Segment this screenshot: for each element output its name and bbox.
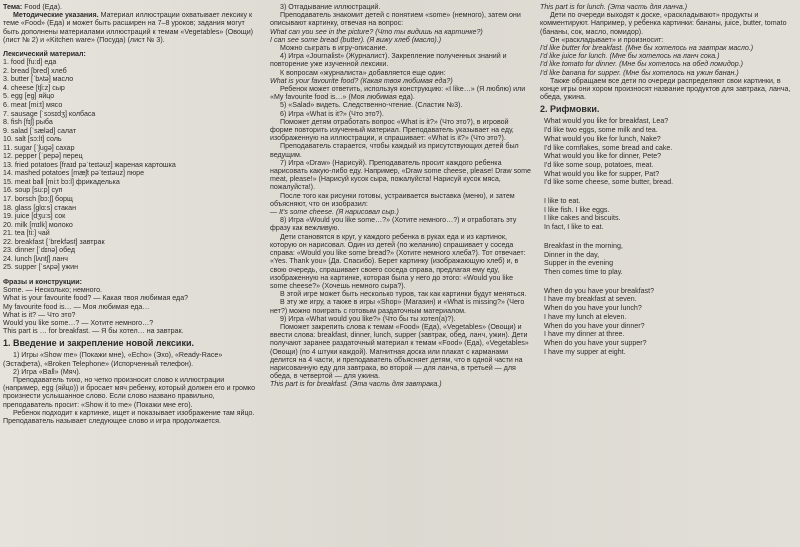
rhyme-3 xyxy=(544,242,797,277)
vocab-item: 13. fried potatoes [fraɪd pəˈteɪtəuz] жареная картошка xyxy=(3,160,176,169)
paragraph: This part is for lunch. (Эта часть для ланча.) xyxy=(540,3,688,11)
paragraph: Также обращаем все дети по очереди распределяют свои картинки, в конце игры они хором произносят название продуктов для завтрака, ланча, обеда, ужина. xyxy=(540,76,791,102)
rhyme-line: Then comes time to play. xyxy=(544,267,623,276)
rhyme-line: I'd like cornflakes, some bread and cake. xyxy=(544,143,673,152)
paragraph: В эту же игру, а также в игры «Shop» (Магазин) и «What is missing?» (Чего нет?) можно поиграть с готовым раздаточным материалом. xyxy=(270,298,525,315)
paragraph: 9) Игра «What would you like?» (Что бы ты хотел(а)?). xyxy=(280,314,456,323)
vocab-item: 20. milk [mɪlk] молоко xyxy=(3,220,73,229)
paragraph: — It's some cheese. (Я нарисовал сыр.) xyxy=(270,208,399,217)
rhyme-line: I'd like two eggs, some milk and tea. xyxy=(544,126,658,135)
vocab-heading: Лексический материал: xyxy=(3,50,86,59)
paragraph: Ребенок может ответить, используя конструкцию: «I like…» (Я люблю) или «My favourite food is…» (Моя любимая еда). xyxy=(270,85,526,102)
rhyme-line: Supper in the evening xyxy=(544,259,614,268)
paragraph: В этой игре может быть несколько туров, так как картинки будут меняться. xyxy=(280,290,527,299)
vocab-item: 14. mashed potatoes [mæʃt pəˈteɪtəuz] пюре xyxy=(3,169,145,178)
paragraph: Преподаватель старается, чтобы каждый из присутствующих детей был ведущим. xyxy=(270,142,519,159)
paragraph: 4) Игра «Journalist» (Журналист). Закрепление полученных знаний и повторение уже изученной лексики. xyxy=(270,52,507,69)
paragraph: I can see some bread (butter). (Я вижу хлеб (масло).) xyxy=(270,35,442,44)
phrase-line: What is it? — Что это? xyxy=(3,310,76,319)
rhyme-line: I'd like some soup, potatoes, meat. xyxy=(544,160,654,169)
paragraph: Дети по очереди выходят к доске, «раскладывают» продукты и комментируют. Например, у ребенка картинки: бананы, juice, butter, tomato (бананы, сок, масло, помидор). xyxy=(540,11,787,36)
rhyme-line: Dinner in the day, xyxy=(544,250,600,259)
rhyme-line: Breakfast in the morning, xyxy=(544,241,623,250)
paragraph: 7) Игра «Draw» (Нарисуй). Преподаватель просит каждого ребенка нарисовать какую-либо еду. Например, «Draw some cheese, please! Draw some meat, please!» (Нарисуй кусок сыра, пожалуйста! Нарисуй кусок мяса, пожалуйста!). xyxy=(270,158,531,192)
method-paragraph xyxy=(3,11,261,44)
method-label: Методические указания. xyxy=(13,11,99,20)
vocab-item: 12. pepper [ˈpepə] перец xyxy=(3,152,83,161)
vocab-item: 7. sausage [ˈsɔsɪdʒ] колбаса xyxy=(3,109,96,118)
column-left xyxy=(3,3,261,425)
phrase-line: My favourite food is… — Моя любимая еда… xyxy=(3,302,150,311)
vocab-item: 11. sugar [ˈʃugə] сахар xyxy=(3,143,75,152)
paragraph: 8) Игра «Would you like some…?» (Хотите немного…?) и отработать эту фразу как вежливую. xyxy=(270,216,517,233)
phrase-line: What is your favourite food? — Какая твоя любимая еда? xyxy=(3,294,189,303)
section-1-heading: 1. Введение и закрепление новой лексики. xyxy=(3,338,194,349)
paragraph: 3) Отгадывание иллюстраций. xyxy=(280,3,381,11)
paragraph: Поможет закрепить слова к темам «Food» (Еда), «Vegetables» (Овощи) и ввести слова: breakfast, dinner, lunch, supper (завтрак, обед, ланч, ужин). Дети получают заранее раздаточный материал к темам «Food» (Еда), «Vegetables» (Овощи) (по 4 штуки каждой). Магнитная доска или плакат с карманами делится на 4 части, и преподаватель объясняет детям, что в одной части на нарисованную еду для завтрака, во второй — для ланча, в третьей — для обеда, в четвертой — для ужина. xyxy=(270,322,529,381)
rhyme-line: In fact, I like to eat. xyxy=(544,223,604,232)
vocab-item: 6. meat [mi:t] мясо xyxy=(3,100,63,109)
paragraph: Можно сыграть в игру-описание. xyxy=(280,44,388,53)
paragraph: Преподаватель тихо, но четко произносит слово к иллюстрации (например, egg (яйцо)) и бросает мяч ребенку, который должен его и громко произнести услышанное слово. Если слово названо правильно, преподаватель просит: «Show it to me» (Покажи мне его). xyxy=(3,375,256,409)
vocab-item: 8. fish [fɪʃ] рыба xyxy=(3,118,53,127)
phrases-heading: Фразы и конструкции: xyxy=(3,277,82,286)
paragraph: 6) Игра «What is it?» (Что это?). xyxy=(280,109,384,118)
vocab-item: 10. salt [sɔ:lt] соль xyxy=(3,135,62,144)
paragraph: What can you see in the picture? (Что ты видишь на картинке?) xyxy=(270,27,483,36)
paragraph: What is your favourite food? (Какая твоя любимая еда?) xyxy=(270,76,453,85)
vocab-item: 3. butter [ˈbʌtə] масло xyxy=(3,75,74,84)
vocab-item: 5. egg [eg] яйцо xyxy=(3,92,55,101)
vocab-item: 24. lunch [lʌntʃ] ланч xyxy=(3,254,68,263)
paragraph: Поможет детям отработать вопрос «What is it?» (Что это?), в игровой форме повторить изученный материал. Преподаватель указывает на еду, изображенную на иллюстрации, и спрашивает: «What is it?» (Что это?). xyxy=(270,117,514,143)
vocab-item: 22. breakfast [ˈbrekfəst] завтрак xyxy=(3,237,105,246)
paragraph: К вопросам «журналиста» добавляется еще один: xyxy=(280,68,446,77)
paragraph: Он «раскладывает» и произносит: xyxy=(550,35,664,44)
topic-label: Тема: xyxy=(3,3,23,11)
rhyme-line: What would you like for supper, Pat? xyxy=(544,169,660,178)
rhyme-line: What would you like for dinner, Pete? xyxy=(544,152,662,161)
section-2-heading: 2. Рифмовки. xyxy=(540,104,600,115)
phrase-line: Would you like some…? — Хотите немного…? xyxy=(3,318,154,327)
paragraph: This part is for breakfast. (Эта часть для завтрака.) xyxy=(270,380,442,389)
column-right xyxy=(540,3,797,356)
paragraph: Ребенок подходит к картинке, ищет и показывает изображение там яйцо. Преподаватель называет следующее слово и игра продолжается. xyxy=(3,408,255,425)
vocab-item: 21. tea [ti:] чай xyxy=(3,229,50,238)
vocab-item: 19. juice [dʒu:s] сок xyxy=(3,212,66,221)
topic-value: Food (Еда). xyxy=(24,3,62,11)
vocab-item: 16. soup [su:p] суп xyxy=(3,186,63,195)
rhyme-1 xyxy=(544,117,797,187)
vocab-item: 1. food [fu:d] еда xyxy=(3,58,57,67)
rhyme-line: I have my dinner at three. xyxy=(544,330,625,339)
rhyme-line: I like to eat. xyxy=(544,197,581,206)
vocab-item: 9. salad [ˈsæləd] салат xyxy=(3,126,77,135)
rhyme-line: I'd like some cheese, some butter, bread. xyxy=(544,178,674,187)
paragraph: Дети становятся в круг, у каждого ребенка в руках еда и из картинок, которую он нарисовал. Один из детей (по желанию) спрашивает у соседа справа: «Would you like some bread?» (Хотите немного хлеба?). Тот отвечает: «Yes. Thank you» (Да. Спасибо). Берет картинку (изображающую хлеб) и, в свою очередь, спрашивает своего соседа справа, предлагая ему еду, изображенную на картинке, которая была у него до этого: «Would you like some cheese?» (Хочешь немного сыра?). xyxy=(270,232,526,290)
vocab-item: 23. dinner [ˈdɪnə] обед xyxy=(3,246,76,255)
rhyme-line: I have my lunch at eleven. xyxy=(544,312,627,321)
paragraph: I'd like butter for breakfast. (Мне бы хотелось на завтрак масло.) xyxy=(540,44,754,53)
rhyme-2 xyxy=(544,197,797,232)
rhyme-line: I have my supper at eight. xyxy=(544,347,626,356)
rhyme-line: What would you like for breakfast, Lea? xyxy=(544,117,669,126)
rhyme-line: What would you like for lunch, Nake? xyxy=(544,134,661,143)
phrase-line: Some. — Несколько; немного. xyxy=(3,286,102,295)
column-middle xyxy=(270,3,532,389)
rhyme-line: I have my breakfast at seven. xyxy=(544,295,637,304)
paragraph: 1) Игры «Show me» (Покажи мне), «Echo» (Эхо), «Ready-Race» (Эстафета), «Broken Telephone» (Испорченный телефон). xyxy=(3,351,223,368)
paragraph: I'd like banana for supper. (Мне бы хотелось на ужин банан.) xyxy=(540,68,739,77)
rhyme-line: When do you have your breakfast? xyxy=(544,286,655,295)
vocab-item: 2. bread [bred] хлеб xyxy=(3,66,67,75)
rhyme-line: I like fish. I like eggs. xyxy=(544,205,610,214)
vocab-item: 25. supper [ˈsʌpə] ужин xyxy=(3,263,79,272)
rhyme-4 xyxy=(544,287,797,357)
vocab-list xyxy=(3,58,261,272)
paragraph: I'd like tomato for dinner. (Мне бы хотелось на обед помидор.) xyxy=(540,60,743,69)
vocab-item: 17. borsch [bɔ:ʃ] борщ xyxy=(3,194,73,203)
paragraph: 5) «Salad» видеть. Следственно-чтение. (Сластик №3). xyxy=(280,101,463,110)
paragraph: Преподаватель знакомит детей с понятием «some» (немного), затем они описывают картинку, отвечая на вопрос: xyxy=(270,11,521,28)
topic-line xyxy=(3,3,261,11)
rhyme-line: When do you have your supper? xyxy=(544,338,647,347)
vocab-item: 15. meat ball [mi:t bɔ:l] фрикаделька xyxy=(3,177,120,186)
vocab-item: 4. cheese [tʃi:z] сыр xyxy=(3,83,65,92)
rhyme-line: I like cakes and biscuits. xyxy=(544,214,621,223)
paragraph: После того как рисунки готовы, устраивается выставка (меню), и затем объясняют, что он изобразил: xyxy=(270,191,515,208)
phrase-line: This part is … for breakfast. — Я бы хотел… на завтрак. xyxy=(3,327,184,336)
rhyme-line: When do you have your lunch? xyxy=(544,304,642,313)
vocab-item: 18. glass [glɑ:s] стакан xyxy=(3,203,77,212)
paragraph: I'd like juice for lunch. (Мне бы хотелось на ланч сока.) xyxy=(540,52,720,61)
paragraph: 2) Игра «Ball» (Мяч). xyxy=(13,367,81,376)
rhyme-line: When do you have your dinner? xyxy=(544,321,645,330)
method-text: Материал иллюстрации охватывает лексику к теме «Food» (Еда) и может быть расширен на 7–8 уроков; задания могут быть дополнены материалами иллюстраций к темам «Vegetables» (Овощи) (лист № 2) и «Kitchen ware» (Посуда) (лист № 3). xyxy=(3,11,254,44)
